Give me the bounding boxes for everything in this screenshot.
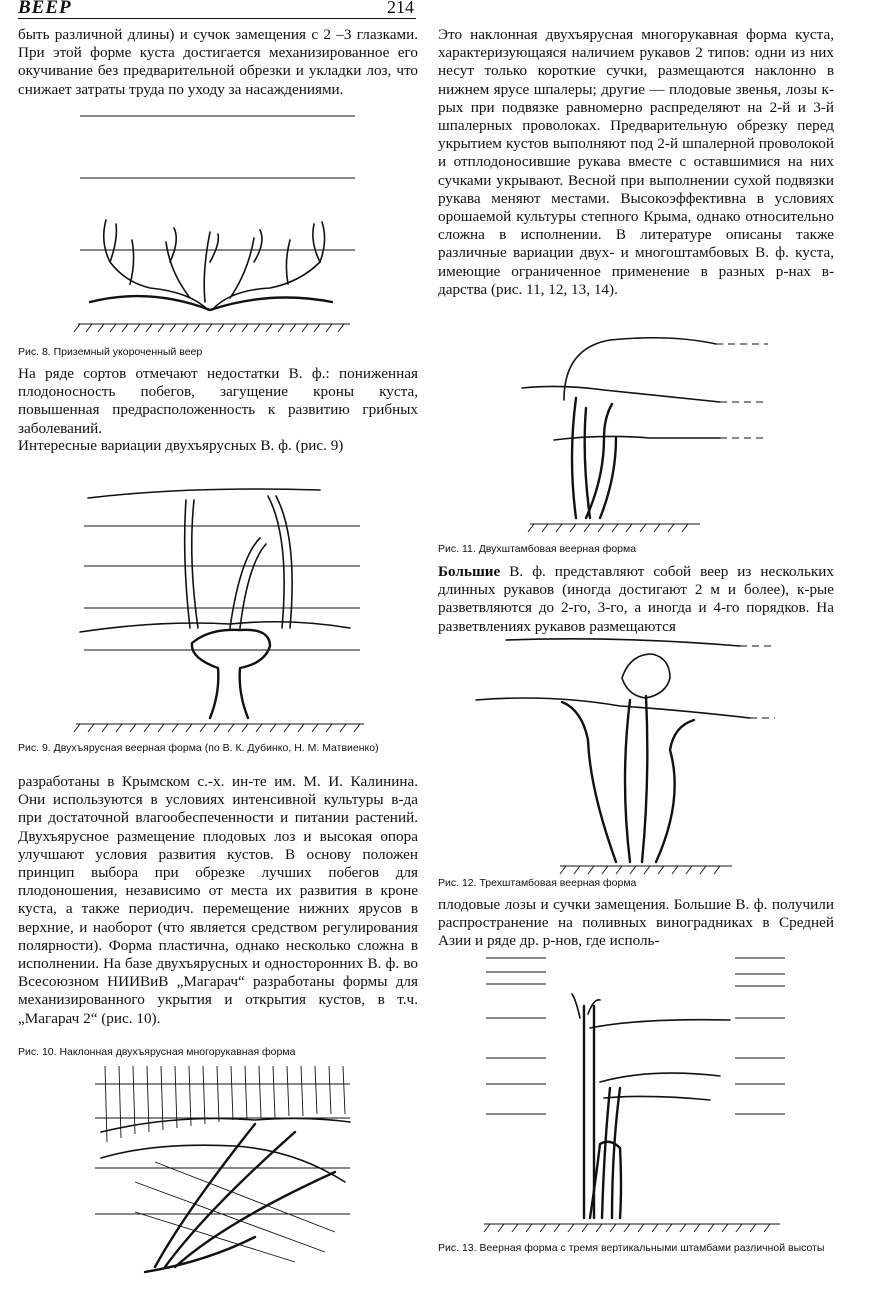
figure-8 <box>70 112 360 337</box>
figure-10-caption: Рис. 10. Наклонная двухъярусная многорукавная форма <box>18 1046 296 1058</box>
figure-9 <box>70 478 370 738</box>
figure-12 <box>470 630 780 875</box>
right-paragraph-2-body: В. ф. представляют собой веер из нескольких длинных рукавов (иногда достигают 2 м и более), к-рые разветвляются до 2-го, 3-го, а иногда и 4-го порядков. На разветвлениях рукавов размещаются <box>438 563 834 635</box>
right-paragraph-2 <box>438 563 834 636</box>
figure-13-caption: Рис. 13. Веерная форма с тремя вертикальными штамбами различной высоты <box>438 1242 825 1254</box>
right-paragraph-1: Это наклонная двухъярусная многорукавная форма куста, характеризующаяся наличием рукавов 2 типов: одни из них несут только короткие сучки, размещаются наклонно в нижнем ярусе шпалеры; другие — плодовые звенья, лозы к-рых при подвязке равномерно распределяют на 2-й и 3-й шпалерных проволоках. Предварительную обрезку перед укрытием кустов выполняют под 2-й шпалерной проволокой и отплодоносившие рукава вместе с оставшимися на них сучками укрывают. Весной при выполнении сухой подвязки рукава меняют местами. Высокоэффективна в условиях орошаемой культуры степного Крыма, однако относительно сложна в исполнении. В литературе описаны также различные вариации двух- и многоштамбовых В. ф. куста, имеющие ограниченное применение в разных р-нах в-дарства (рис. 11, 12, 13, 14). <box>438 26 834 298</box>
figure-11-drawing <box>520 328 770 538</box>
figure-9-drawing <box>70 478 370 738</box>
figure-9-caption: Рис. 9. Двухъярусная веерная форма (по В. К. Дубинко, Н. М. Матвиенко) <box>18 742 379 754</box>
figure-8-caption: Рис. 8. Приземный укороченный веер <box>18 346 203 358</box>
left-paragraph-1: быть различной длины) и сучок замещения с 2 –3 глазками. При этой форме куста достигается механизированное его окучивание без предварительной обрезки и укладки лоз, что снижает затраты труда по уходу за насаждениями. <box>18 26 418 98</box>
right-paragraph-3: плодовые лозы и сучки замещения. Большие В. ф. получили распространение на поливных виноградниках в Средней Азии и ряде др. р-нов, где исполь- <box>438 896 834 950</box>
left-paragraph-3: Интересные вариации двухъярусных В. ф. (рис. 9) <box>18 437 344 454</box>
figure-12-caption: Рис. 12. Трехштамбовая веерная форма <box>438 877 637 889</box>
right-paragraph-2-lead: Большие <box>438 563 501 580</box>
figure-11 <box>520 328 770 538</box>
running-head-title: ВЕЕР <box>18 0 72 18</box>
left-paragraph-2: На ряде сортов отмечают недостатки В. ф.: пониженная плодоносность побегов, загущение кроны куста, повышенная предрасположенность к развитию грибных заболеваний. <box>18 365 418 437</box>
figure-10 <box>95 1062 355 1282</box>
left-paragraph-4: разработаны в Крымском с.-х. ин-те им. М. И. Калинина. Они используются в условиях интенсивной культуры в-да при достаточной влагообеспеченности и питании растений. Двухъярусное размещение плодовых лоз и высокая опора улучшают условия развития кустов. В основу положен принцип выбора при обрезке лучших побегов для плодоношения, независимо от места их развития в кроне куста, а также периодич. перемещение нижних ярусов в верхние, и наоборот (что является средством регулирования полярности). Форма пластична, однако несколько сложна в исполнении. На базе двухъярусных и односторонних В. ф. во Всесоюзном НИИВиВ „Магарач“ разработаны формы для механизированного укрытия и открытия кустов, в т.ч. „Магарач 2“ (рис. 10). <box>18 773 418 1027</box>
running-head <box>18 0 416 19</box>
figure-8-drawing <box>70 112 360 337</box>
figure-10-drawing <box>95 1062 355 1282</box>
figure-12-drawing <box>470 630 780 875</box>
figure-11-caption: Рис. 11. Двухштамбовая веерная форма <box>438 543 637 555</box>
figure-13 <box>480 948 820 1233</box>
figure-13-drawing <box>480 948 820 1233</box>
page-number: 214 <box>387 0 414 17</box>
